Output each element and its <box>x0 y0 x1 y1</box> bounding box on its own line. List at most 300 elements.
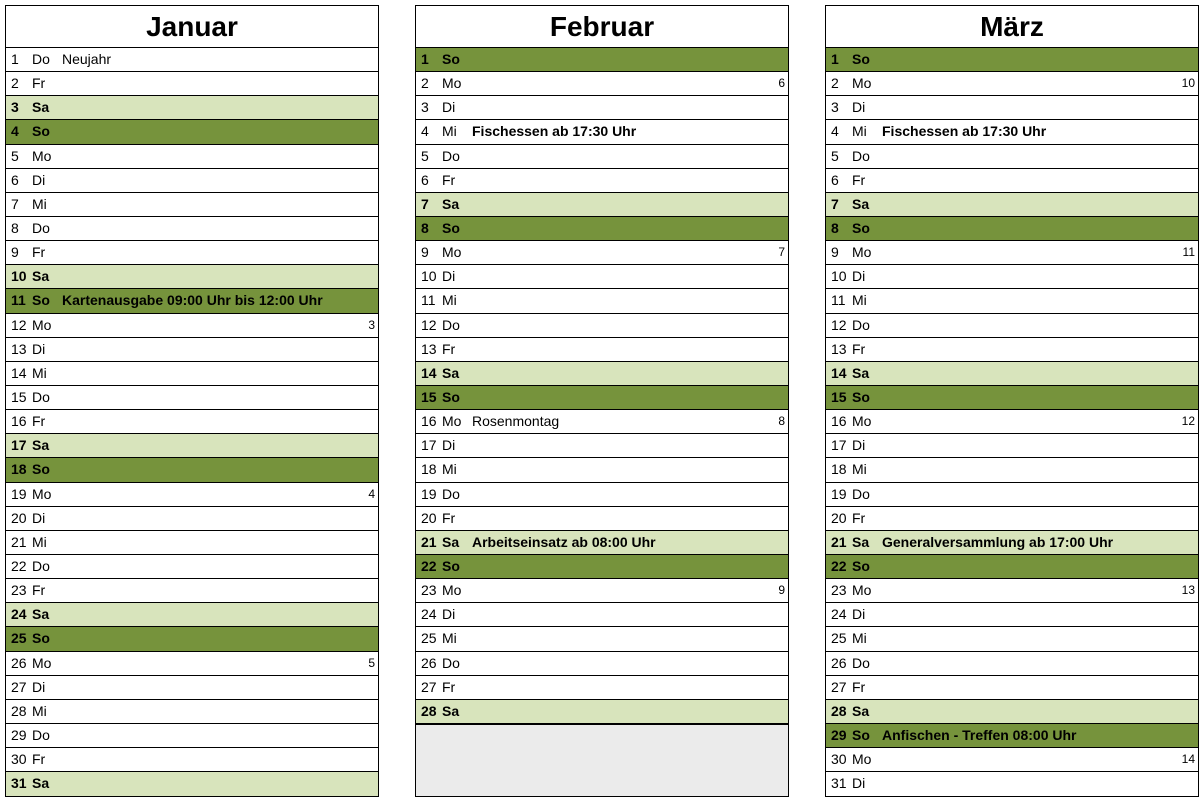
weekday-label: Mo <box>442 582 462 599</box>
weekday-label: Mo <box>852 751 872 768</box>
weekday-label: Fr <box>32 413 46 430</box>
day-number: 5 <box>421 147 429 164</box>
day-row <box>416 217 788 241</box>
day-row <box>826 120 1198 144</box>
day-row <box>6 700 378 724</box>
day-number: 23 <box>421 582 437 599</box>
day-row <box>6 434 378 458</box>
day-number: 31 <box>831 775 847 792</box>
day-number: 18 <box>11 461 27 478</box>
day-row <box>826 603 1198 627</box>
day-row <box>416 434 788 458</box>
day-row <box>416 627 788 651</box>
day-number: 7 <box>831 195 839 212</box>
weekday-label: Sa <box>32 437 50 454</box>
day-list <box>416 48 788 796</box>
weekday-label: Mo <box>852 582 872 599</box>
day-row <box>416 265 788 289</box>
weekday-label: So <box>32 123 50 140</box>
day-number: 14 <box>831 364 847 381</box>
day-row <box>6 169 378 193</box>
day-row <box>6 120 378 144</box>
weekday-label: Di <box>442 268 456 285</box>
day-row <box>826 652 1198 676</box>
weekday-label: So <box>442 388 460 405</box>
day-number: 28 <box>831 702 847 719</box>
day-number: 11 <box>421 292 436 309</box>
day-number: 16 <box>421 413 437 430</box>
day-number: 6 <box>831 171 839 188</box>
day-number: 15 <box>831 388 847 405</box>
weekday-label: Sa <box>442 702 460 719</box>
day-number: 19 <box>11 485 27 502</box>
weekday-label: Fr <box>852 678 866 695</box>
day-number: 25 <box>421 630 437 647</box>
weekday-label: Di <box>32 678 46 695</box>
day-number: 31 <box>11 775 27 792</box>
weekday-label: So <box>32 461 50 478</box>
week-number: 8 <box>778 414 785 429</box>
day-row <box>416 241 788 265</box>
day-number: 2 <box>11 75 19 92</box>
weekday-label: Mo <box>852 244 872 261</box>
week-number: 4 <box>368 486 375 501</box>
event-label: Fischessen ab 17:30 Uhr <box>472 123 637 140</box>
day-row <box>826 772 1198 796</box>
day-number: 28 <box>11 702 27 719</box>
day-row <box>416 48 788 72</box>
day-number: 24 <box>421 606 437 623</box>
weekday-label: Mo <box>442 75 462 92</box>
event-label: Fischessen ab 17:30 Uhr <box>882 123 1047 140</box>
weekday-label: Do <box>852 485 870 502</box>
day-row <box>416 289 788 313</box>
day-number: 16 <box>11 413 27 430</box>
weekday-label: Mi <box>32 364 47 381</box>
month-title: März <box>826 6 1198 48</box>
day-row <box>6 507 378 531</box>
weekday-label: Di <box>32 509 46 526</box>
day-row <box>6 483 378 507</box>
day-row <box>416 193 788 217</box>
week-number: 5 <box>368 655 375 670</box>
weekday-label: Mo <box>32 654 52 671</box>
event-label: Kartenausgabe 09:00 Uhr bis 12:00 Uhr <box>62 292 323 309</box>
day-number: 18 <box>421 461 437 478</box>
weekday-label: Fr <box>32 244 46 261</box>
day-row <box>826 700 1198 724</box>
day-row <box>416 169 788 193</box>
day-number: 28 <box>421 702 437 719</box>
day-row <box>416 96 788 120</box>
weekday-label: Sa <box>32 99 50 116</box>
day-row <box>826 48 1198 72</box>
day-row <box>6 627 378 651</box>
day-row <box>826 627 1198 651</box>
weekday-label: So <box>442 557 460 574</box>
weekday-label: Di <box>852 437 866 454</box>
weekday-label: Di <box>852 775 866 792</box>
day-number: 10 <box>11 268 27 285</box>
day-number: 10 <box>831 268 847 285</box>
day-number: 8 <box>421 219 429 236</box>
weekday-label: So <box>852 726 870 743</box>
day-row <box>416 314 788 338</box>
day-number: 20 <box>831 509 847 526</box>
weekday-label: Mi <box>852 123 867 140</box>
day-number: 17 <box>831 437 847 454</box>
day-list <box>6 48 378 796</box>
day-row <box>826 434 1198 458</box>
day-row <box>416 507 788 531</box>
day-row <box>826 145 1198 169</box>
week-number: 13 <box>1181 583 1195 598</box>
day-row <box>826 507 1198 531</box>
day-row <box>6 579 378 603</box>
day-number: 3 <box>11 99 19 116</box>
day-row <box>416 555 788 579</box>
day-row <box>826 338 1198 362</box>
day-row <box>6 289 378 313</box>
weekday-label: Mi <box>442 461 457 478</box>
weekday-label: Di <box>442 437 456 454</box>
day-row <box>826 289 1198 313</box>
weekday-label: Sa <box>442 364 460 381</box>
day-row <box>6 314 378 338</box>
day-number: 23 <box>831 582 847 599</box>
weekday-label: Mo <box>32 485 52 502</box>
day-number: 8 <box>11 219 19 236</box>
week-number: 9 <box>778 583 785 598</box>
day-row <box>416 120 788 144</box>
weekday-label: Di <box>852 99 866 116</box>
day-row <box>6 555 378 579</box>
month-column-januar <box>5 5 379 797</box>
weekday-label: Do <box>442 147 460 164</box>
day-row <box>826 386 1198 410</box>
day-row <box>6 96 378 120</box>
day-row <box>6 772 378 796</box>
weekday-label: Do <box>442 485 460 502</box>
day-row <box>416 72 788 96</box>
day-number: 2 <box>831 75 839 92</box>
empty-days-area <box>416 724 788 796</box>
day-number: 25 <box>831 630 847 647</box>
day-number: 11 <box>831 292 846 309</box>
day-row <box>416 458 788 482</box>
month-column-maerz <box>825 5 1199 797</box>
weekday-label: Do <box>32 219 50 236</box>
day-number: 13 <box>831 340 847 357</box>
weekday-label: So <box>32 292 50 309</box>
weekday-label: Fr <box>852 509 866 526</box>
day-number: 2 <box>421 75 429 92</box>
day-number: 8 <box>831 219 839 236</box>
day-number: 11 <box>11 292 26 309</box>
day-row <box>6 145 378 169</box>
day-row <box>416 676 788 700</box>
day-row <box>826 314 1198 338</box>
weekday-label: Do <box>32 726 50 743</box>
weekday-label: Mi <box>32 533 47 550</box>
day-number: 21 <box>831 533 847 550</box>
day-row <box>826 362 1198 386</box>
day-number: 21 <box>11 533 27 550</box>
day-number: 24 <box>831 606 847 623</box>
day-number: 4 <box>421 123 429 140</box>
day-row <box>6 193 378 217</box>
day-number: 6 <box>11 171 19 188</box>
day-row <box>6 603 378 627</box>
day-row <box>416 145 788 169</box>
day-row <box>6 652 378 676</box>
day-number: 25 <box>11 630 27 647</box>
day-row <box>416 531 788 555</box>
day-number: 12 <box>831 316 847 333</box>
day-row <box>6 338 378 362</box>
day-row <box>826 483 1198 507</box>
day-number: 18 <box>831 461 847 478</box>
weekday-label: Do <box>32 388 50 405</box>
day-number: 20 <box>11 509 27 526</box>
weekday-label: Di <box>852 606 866 623</box>
day-number: 19 <box>421 485 437 502</box>
day-number: 3 <box>421 99 429 116</box>
weekday-label: Fr <box>32 582 46 599</box>
day-number: 14 <box>421 364 437 381</box>
day-row <box>6 265 378 289</box>
week-number: 7 <box>778 245 785 260</box>
day-number: 1 <box>421 51 429 67</box>
week-number: 10 <box>1181 76 1195 91</box>
day-number: 9 <box>11 244 19 261</box>
weekday-label: Mi <box>442 123 457 140</box>
day-row <box>416 338 788 362</box>
day-row <box>6 241 378 265</box>
weekday-label: Mi <box>852 461 867 478</box>
weekday-label: So <box>852 219 870 236</box>
day-row <box>416 386 788 410</box>
day-row <box>416 579 788 603</box>
weekday-label: So <box>852 51 870 67</box>
weekday-label: Do <box>442 654 460 671</box>
event-label: Generalversammlung ab 17:00 Uhr <box>882 533 1114 550</box>
day-row <box>6 217 378 241</box>
weekday-label: Sa <box>32 268 50 285</box>
day-row <box>6 48 378 72</box>
weekday-label: Mi <box>852 630 867 647</box>
day-number: 19 <box>831 485 847 502</box>
day-number: 21 <box>421 533 437 550</box>
day-number: 23 <box>11 582 27 599</box>
day-row <box>416 700 788 724</box>
day-row <box>6 724 378 748</box>
weekday-label: Do <box>852 316 870 333</box>
day-number: 16 <box>831 413 847 430</box>
day-row <box>6 531 378 555</box>
day-number: 12 <box>11 316 27 333</box>
day-number: 24 <box>11 606 27 623</box>
weekday-label: So <box>442 219 460 236</box>
day-number: 27 <box>421 678 437 695</box>
day-row <box>826 724 1198 748</box>
day-number: 13 <box>421 340 437 357</box>
day-row <box>826 169 1198 193</box>
weekday-label: Sa <box>852 364 870 381</box>
weekday-label: Mi <box>852 292 867 309</box>
day-number: 7 <box>421 195 429 212</box>
weekday-label: Do <box>852 654 870 671</box>
day-number: 26 <box>11 654 27 671</box>
weekday-label: Sa <box>442 195 460 212</box>
weekday-label: Di <box>32 340 46 357</box>
weekday-label: Fr <box>442 678 456 695</box>
weekday-label: Sa <box>852 533 870 550</box>
weekday-label: Sa <box>32 775 50 792</box>
day-number: 4 <box>11 123 19 140</box>
day-number: 13 <box>11 340 27 357</box>
day-row <box>826 748 1198 772</box>
day-number: 17 <box>421 437 437 454</box>
weekday-label: Fr <box>852 171 866 188</box>
day-row <box>826 531 1198 555</box>
weekday-label: Di <box>442 606 456 623</box>
day-number: 30 <box>11 751 27 768</box>
day-number: 9 <box>421 244 429 261</box>
day-number: 1 <box>11 51 19 67</box>
weekday-label: So <box>442 51 460 67</box>
weekday-label: Mi <box>442 292 457 309</box>
day-row <box>416 410 788 434</box>
day-list <box>826 48 1198 796</box>
day-row <box>416 652 788 676</box>
weekday-label: Mo <box>852 413 872 430</box>
weekday-label: So <box>32 630 50 647</box>
month-column-februar <box>415 5 789 797</box>
weekday-label: Sa <box>32 606 50 623</box>
day-number: 17 <box>11 437 27 454</box>
day-number: 14 <box>11 364 27 381</box>
day-number: 9 <box>831 244 839 261</box>
weekday-label: Sa <box>852 702 870 719</box>
day-row <box>826 193 1198 217</box>
day-number: 12 <box>421 316 437 333</box>
day-number: 3 <box>831 99 839 116</box>
weekday-label: Mo <box>442 244 462 261</box>
week-number: 3 <box>368 317 375 332</box>
week-number: 11 <box>1182 245 1195 260</box>
weekday-label: Do <box>32 51 50 67</box>
day-row <box>826 676 1198 700</box>
day-number: 29 <box>831 726 847 743</box>
weekday-label: Mo <box>32 147 52 164</box>
day-number: 20 <box>421 509 437 526</box>
day-row <box>416 603 788 627</box>
day-row <box>826 72 1198 96</box>
weekday-label: Di <box>442 99 456 116</box>
weekday-label: Fr <box>852 340 866 357</box>
day-row <box>6 676 378 700</box>
weekday-label: So <box>852 388 870 405</box>
weekday-label: Mo <box>32 316 52 333</box>
weekday-label: Sa <box>442 533 460 550</box>
day-number: 5 <box>11 147 19 164</box>
event-label: Neujahr <box>62 51 112 67</box>
day-number: 1 <box>831 51 839 67</box>
day-number: 6 <box>421 171 429 188</box>
day-row <box>6 72 378 96</box>
weekday-label: Fr <box>442 171 456 188</box>
day-number: 22 <box>831 557 847 574</box>
week-number: 12 <box>1181 414 1195 429</box>
weekday-label: Di <box>852 268 866 285</box>
weekday-label: Mo <box>442 413 462 430</box>
day-row <box>826 555 1198 579</box>
weekday-label: Sa <box>852 195 870 212</box>
day-row <box>6 362 378 386</box>
weekday-label: Mi <box>442 630 457 647</box>
event-label: Rosenmontag <box>472 413 560 430</box>
day-row <box>826 458 1198 482</box>
day-number: 4 <box>831 123 839 140</box>
day-number: 27 <box>11 678 27 695</box>
day-row <box>826 579 1198 603</box>
month-title: Februar <box>416 6 788 48</box>
day-number: 22 <box>421 557 437 574</box>
day-row <box>6 748 378 772</box>
weekday-label: Do <box>852 147 870 164</box>
week-number: 14 <box>1181 752 1195 767</box>
day-number: 10 <box>421 268 437 285</box>
day-number: 5 <box>831 147 839 164</box>
day-number: 26 <box>421 654 437 671</box>
day-row <box>416 362 788 386</box>
day-row <box>826 410 1198 434</box>
weekday-label: Mi <box>32 702 47 719</box>
day-row <box>826 217 1198 241</box>
weekday-label: Fr <box>442 509 456 526</box>
weekday-label: Mo <box>852 75 872 92</box>
weekday-label: So <box>852 557 870 574</box>
day-row <box>826 265 1198 289</box>
day-row <box>6 410 378 434</box>
day-number: 7 <box>11 195 19 212</box>
month-title: Januar <box>6 6 378 48</box>
day-row <box>6 386 378 410</box>
event-label: Anfischen - Treffen 08:00 Uhr <box>882 726 1077 743</box>
day-number: 26 <box>831 654 847 671</box>
weekday-label: Fr <box>442 340 456 357</box>
day-number: 29 <box>11 726 27 743</box>
day-number: 30 <box>831 751 847 768</box>
weekday-label: Fr <box>32 75 46 92</box>
day-number: 22 <box>11 557 27 574</box>
weekday-label: Do <box>32 557 50 574</box>
day-row <box>6 458 378 482</box>
weekday-label: Fr <box>32 751 46 768</box>
weekday-label: Mi <box>32 195 47 212</box>
week-number: 6 <box>778 76 785 91</box>
day-number: 15 <box>421 388 437 405</box>
day-row <box>826 96 1198 120</box>
weekday-label: Di <box>32 171 46 188</box>
weekday-label: Do <box>442 316 460 333</box>
day-number: 27 <box>831 678 847 695</box>
day-number: 15 <box>11 388 27 405</box>
day-row <box>416 483 788 507</box>
day-row <box>826 241 1198 265</box>
event-label: Arbeitseinsatz ab 08:00 Uhr <box>472 533 656 550</box>
